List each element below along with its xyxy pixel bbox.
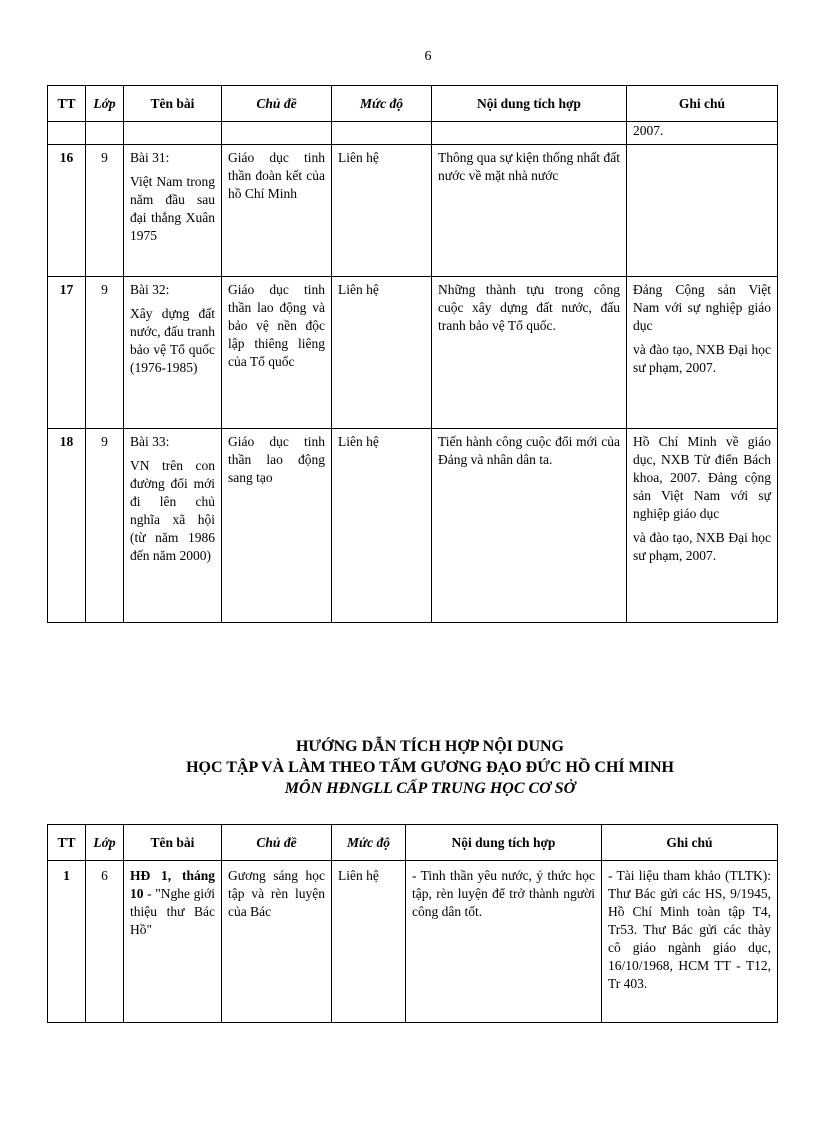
integration-table-hdngll [47,824,778,1023]
header-ten-bai: Tên bài [124,825,222,861]
header-chu-de: Chủ đề [222,825,332,861]
row-ten-bai [124,429,222,623]
note-line: Hồ Chí Minh về giáo dục, NXB Từ điển Bách khoa, 2007. Đảng cộng sản Việt Nam với sự nghiệp giáo dục [633,434,771,521]
note-line: và đào tạo, NXB Đại học sư phạm, 2007. [633,342,771,375]
integration-table-history [47,85,778,623]
activity-title: - "Nghe giới thiệu thư Bác Hồ" [130,886,215,937]
row-ghi-chu: - Tài liệu tham khảo (TLTK): Thư Bác gửi các HS, 9/1945, Hồ Chí Minh toàn tập T4, Tr53. Thư Bác gửi các thày cô giáo ngành giáo dục, 16/10/1968, HCM TT - T12, Tr 403. [602,861,778,1023]
table-row [48,145,778,277]
row-ten-bai [124,277,222,429]
row-noi-dung: Những thành tựu trong công cuộc xây dựng đất nước, đấu tranh bảo vệ Tổ quốc. [432,277,627,429]
table-header-row [48,86,778,122]
row-noi-dung: - Tinh thần yêu nước, ý thức học tập, rèn luyện để trở thành người công dân tốt. [406,861,602,1023]
row-ghi-chu [627,429,778,623]
header-tt: TT [48,86,86,122]
continuation-note: 2007. [627,122,778,145]
header-lop: Lớp [86,825,124,861]
row-tt: 17 [48,277,86,429]
note-line: và đào tạo, NXB Đại học sư phạm, 2007. [633,530,771,563]
header-noi-dung: Nội dung tích hợp [432,86,627,122]
lesson-number: Bài 32: [130,282,170,297]
row-lop: 6 [86,861,124,1023]
header-muc-do: Mức độ [332,86,432,122]
row-tt: 1 [48,861,86,1023]
row-lop: 9 [86,429,124,623]
section-title-line3: MÔN HĐNGLL CẤP TRUNG HỌC CƠ SỞ [284,780,576,797]
lesson-title: VN trên con đường đổi mới đi lên chủ nghĩa xã hội (từ năm 1986 đến năm 2000) [130,458,215,563]
row-tt: 16 [48,145,86,277]
row-noi-dung: Tiến hành công cuộc đổi mới của Đảng và nhân dân ta. [432,429,627,623]
row-lop: 9 [86,145,124,277]
row-chu-de: Giáo dục tinh thần lao động và bảo vệ nền độc lập thiêng liêng của Tổ quốc [222,277,332,429]
lesson-title: Việt Nam trong năm đầu sau đại thắng Xuân 1975 [130,174,215,243]
page-number: 6 [424,49,432,64]
row-muc-do: Liên hệ [332,145,432,277]
table-header-row [48,825,778,861]
row-chu-de: Giáo dục tinh thần lao động sang tạo [222,429,332,623]
row-tt: 18 [48,429,86,623]
continuation-row [48,122,778,145]
lesson-number: Bài 31: [130,150,170,165]
table-row [48,861,778,1023]
row-ten-bai [124,145,222,277]
section-title-line2: HỌC TẬP VÀ LÀM THEO TẤM GƯƠNG ĐẠO ĐỨC HỒ CHÍ MINH [186,759,674,776]
header-chu-de: Chủ đề [222,86,332,122]
row-muc-do: Liên hệ [332,861,406,1023]
header-muc-do: Mức độ [332,825,406,861]
lesson-number: Bài 33: [130,434,170,449]
row-lop: 9 [86,277,124,429]
header-lop: Lớp [86,86,124,122]
header-ghi-chu: Ghi chú [602,825,778,861]
row-ghi-chu [627,145,778,277]
section-title-line1: HƯỚNG DẪN TÍCH HỢP NỘI DUNG [295,738,564,755]
note-line: Đảng Cộng sản Việt Nam với sự nghiệp giáo dục [633,282,771,333]
header-ghi-chu: Ghi chú [627,86,778,122]
row-ghi-chu [627,277,778,429]
header-noi-dung: Nội dung tích hợp [406,825,602,861]
table-row [48,429,778,623]
row-chu-de: Gương sáng học tập và rèn luyện của Bác [222,861,332,1023]
table-row [48,277,778,429]
row-noi-dung: Thông qua sự kiện thống nhất đất nước về mặt nhà nước [432,145,627,277]
row-ten-bai [124,861,222,1023]
activity-label: HĐ 1, tháng 10 [130,868,215,901]
header-tt: TT [48,825,86,861]
row-muc-do: Liên hệ [332,277,432,429]
header-ten-bai: Tên bài [124,86,222,122]
row-chu-de: Giáo dục tinh thần đoàn kết của hồ Chí Minh [222,145,332,277]
lesson-title: Xây dựng đất nước, đấu tranh bảo vệ Tổ quốc (1976-1985) [130,306,215,375]
row-muc-do: Liên hệ [332,429,432,623]
